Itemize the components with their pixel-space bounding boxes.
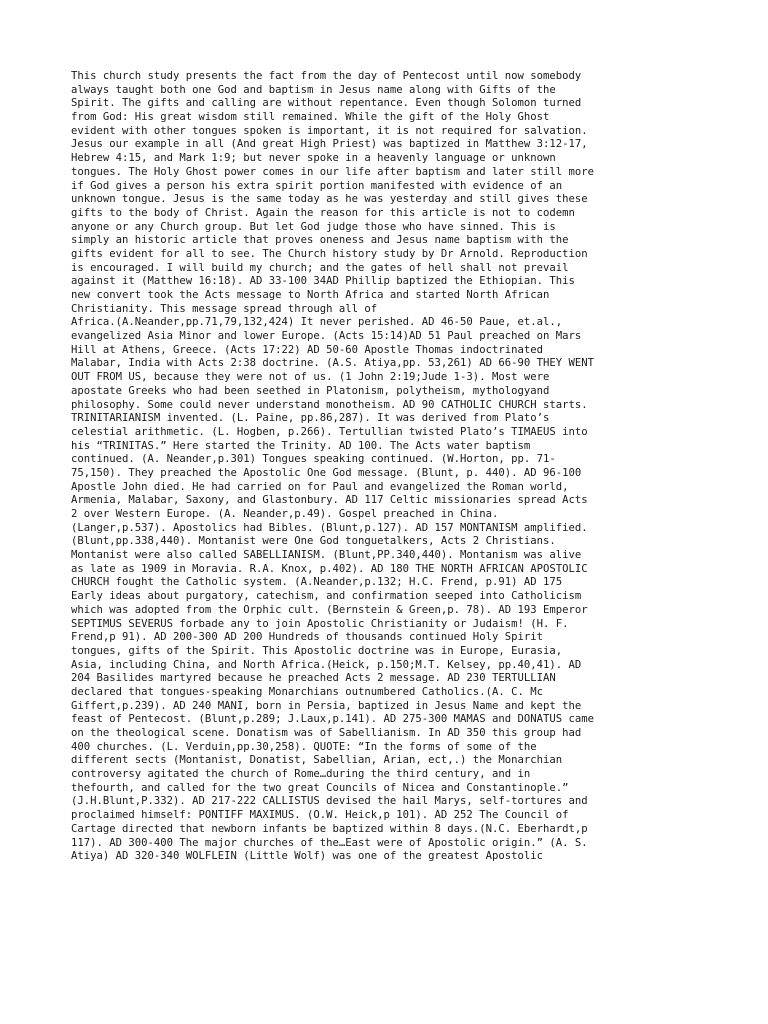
text-line: Armenia, Malabar, Saxony, and Glastonbury. AD 117 Celtic missionaries spread Acts [71, 494, 588, 507]
text-line: Cartage directed that newborn infants be baptized within 8 days.(N.C. Eberhardt,p [71, 822, 588, 835]
text-line: 2 over Western Europe. (A. Neander,p.49). Gospel preached in China. [71, 508, 499, 520]
document-body-text [71, 70, 721, 864]
text-line: unknown tongue. Jesus is the same today as he was yesterday and still gives these [71, 193, 588, 206]
text-line: Frend,p 91). AD 200-300 AD 200 Hundreds of thousands continued Holy Spirit [71, 631, 543, 644]
text-line: Early ideas about purgatory, catechism, and confirmation seeped into Catholicism [71, 590, 582, 603]
text-line: if God gives a person his extra spirit portion manifested with evidence of an [71, 179, 563, 192]
text-line: 204 Basilides martyred because he preached Acts 2 message. AD 230 TERTULLIAN [71, 672, 556, 685]
text-line: as late as 1909 in Moravia. R.A. Knox, p.402). AD 180 THE NORTH AFRICAN APOSTOLIC [71, 562, 588, 575]
text-line: against it (Matthew 16:18). AD 33-100 34AD Phillip baptized the Ethiopian. This [71, 275, 575, 288]
text-line: is encouraged. I will build my church; and the gates of hell shall not prevail [71, 261, 569, 274]
text-line: apostate Greeks who had been seethed in Platonism, polytheism, mythologyand [71, 384, 550, 397]
text-line: gifts evident for all to see. The Church history study by Dr Arnold. Reproduction [71, 247, 588, 260]
text-line: CHURCH fought the Catholic system. (A.Neander,p.132; H.C. Frend, p.91) AD 175 [71, 576, 563, 589]
text-line: Malabar, India with Acts 2:38 doctrine. (A.S. Atiya,pp. 53,261) AD 66-90 THEY WENT [71, 357, 594, 370]
text-line: evangelized Asia Minor and lower Europe. (Acts 15:14)AD 51 Paul preached on Mars [71, 330, 582, 343]
text-line: SEPTIMUS SEVERUS forbade any to join Apostolic Christianity or Judaism! (H. F. [71, 617, 569, 630]
text-line: different sects (Montanist, Donatist, Sabellian, Arian, ect,.) the Monarchian [71, 754, 563, 767]
text-line: gifts to the body of Christ. Again the reason for this article is not to codemn [71, 206, 575, 219]
text-line: Atiya) AD 320-340 WOLFLEIN (Little Wolf) was one of the greatest Apostolic [71, 850, 543, 863]
text-line: Hebrew 4:15, and Mark 1:9; but never spoke in a heavenly language or unknown [71, 152, 556, 165]
text-line: evident with other tongues spoken is important, it is not required for salvation. [71, 124, 588, 137]
text-line: 75,150). They preached the Apostolic One God message. (Blunt, p. 440). AD 96-100 [71, 466, 582, 479]
text-line: Apostle John died. He had carried on for Paul and evangelized the Roman world, [71, 480, 569, 493]
text-line: Africa.(A.Neander,pp.71,79,132,424) It never perished. AD 46-50 Paue, et.al., [71, 316, 563, 329]
text-line: (J.H.Blunt,P.332). AD 217-222 CALLISTUS devised the hail Marys, self-tortures and [71, 795, 588, 808]
text-line: Montanist were also called SABELLIANISM. (Blunt,PP.340,440). Montanism was alive [71, 549, 582, 562]
text-line: 117). AD 300-400 The major churches of the…East were of Apostolic origin.” (A. S. [71, 836, 588, 849]
text-line: feast of Pentecost. (Blunt,p.289; J.Laux,p.141). AD 275-300 MAMAS and DONATUS came [71, 713, 594, 726]
text-line: controversy agitated the church of Rome…during the third century, and in [71, 768, 531, 781]
text-line: his “TRINITAS.” Here started the Trinity. AD 100. The Acts water baptism [71, 439, 531, 452]
text-line: (Blunt,pp.338,440). Montanist were One God tonguetalkers, Acts 2 Christians. [71, 535, 556, 548]
text-line: Spirit. The gifts and calling are without repentance. Even though Solomon turned [71, 97, 582, 110]
text-line: from God: His great wisdom still remained. While the gift of the Holy Ghost [71, 111, 550, 124]
text-line: celestial arithmetic. (L. Hogben, p.266). Tertullian twisted Plato’s TIMAEUS into [71, 425, 588, 438]
text-line: Giffert,p.239). AD 240 MANI, born in Persia, baptized in Jesus Name and kept the [71, 699, 582, 712]
text-line: declared that tongues-speaking Monarchians outnumbered Catholics.(A. C. Mc [71, 685, 543, 698]
text-line: Asia, including China, and North Africa.(Heick, p.150;M.T. Kelsey, pp.40,41). AD [71, 658, 582, 671]
text-line: continued. (A. Neander,p.301) Tongues speaking continued. (W.Horton, pp. 71- [71, 453, 556, 466]
text-line: Jesus our example in all (And great High Priest) was baptized in Matthew 3:12-17, [71, 138, 588, 151]
text-line: which was adopted from the Orphic cult. (Bernstein & Green,p. 78). AD 193 Emperor [71, 603, 588, 616]
text-line: (Langer,p.537). Apostolics had Bibles. (Blunt,p.127). AD 157 MONTANISM amplified. [71, 521, 588, 534]
text-line: Christianity. This message spread through all of [71, 302, 378, 315]
text-line: tongues. The Holy Ghost power comes in our life after baptism and later still more [71, 165, 594, 178]
text-line: OUT FROM US, because they were not of us. (1 John 2:19;Jude 1-3). Most were [71, 371, 550, 384]
text-line: philosophy. Some could never understand monotheism. AD 90 CATHOLIC CHURCH starts. [71, 398, 588, 411]
text-line: anyone or any Church group. But let God judge those who have sinned. This is [71, 220, 556, 233]
text-line: always taught both one God and baptism in Jesus name along with Gifts of the [71, 83, 556, 96]
text-line: new convert took the Acts message to North Africa and started North African [71, 289, 550, 301]
text-line: TRINITARIANISM invented. (L. Paine, pp.86,287). It was derived from Plato’s [71, 412, 550, 425]
text-line: Hill at Athens, Greece. (Acts 17:22) AD 50-60 Apostle Thomas indoctrinated [71, 343, 543, 356]
text-line: on the theological scene. Donatism was of Sabellianism. In AD 350 this group had [71, 727, 582, 739]
text-line: thefourth, and called for the two great Councils of Nicea and Constantinople.” [71, 781, 569, 794]
text-line: This church study presents the fact from the day of Pentecost until now somebody [71, 70, 582, 82]
text-line: simply an historic article that proves oneness and Jesus name baptism with the [71, 234, 569, 247]
text-line: tongues, gifts of the Spirit. This Apostolic doctrine was in Europe, Eurasia, [71, 644, 563, 657]
text-line: 400 churches. (L. Verduin,pp.30,258). QUOTE: “In the forms of some of the [71, 740, 537, 753]
text-line: proclaimed himself: PONTIFF MAXIMUS. (O.W. Heick,p 101). AD 252 The Council of [71, 809, 569, 822]
